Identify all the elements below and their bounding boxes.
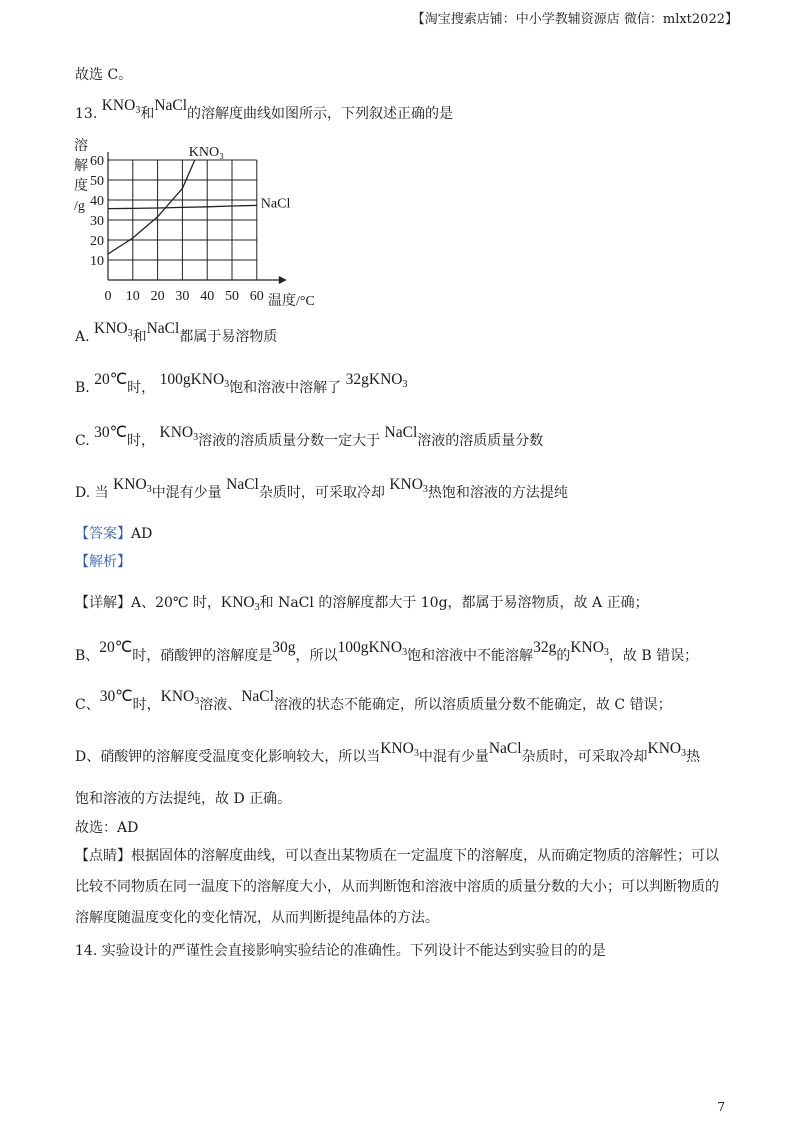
question-number: 13. [75,106,98,122]
series-labels [189,145,291,211]
y-axis-label-part: 度 [74,179,88,194]
y-tick-label: 30 [90,214,104,229]
chart-axes [108,152,287,284]
detail-text: ，所以 [295,648,338,664]
kno3-formula: $KNO_3$ [113,476,152,495]
temperature: 20℃ [99,639,133,656]
kno3-formula: $KNO_3$ [159,424,199,443]
y-tick-label: 40 [90,194,104,209]
nacl-formula: NaCl [154,97,188,114]
comment-line-3: 溶解度随温度变化的变化情况，从而判断提纯晶体的方法。 [75,910,439,926]
option-text: 和 [132,329,147,345]
option-text: 时， [127,433,156,449]
option-text: 杂质时，可采取冷却 [258,485,385,501]
option-a [75,320,278,347]
option-text: 饱和溶液中溶解了 [229,380,342,396]
answer-tag: 【答案】 [75,526,131,542]
detail-text: 时，硝酸钾的溶解度是 [132,648,273,664]
mass-formula: 100gKNO$_3$ [337,639,408,658]
mass-value: 32g [533,639,557,656]
y-tick-label: 50 [90,174,104,189]
option-text: 溶液的溶质质量分数一定大于 [198,433,381,449]
page-number: 7 [717,1100,725,1114]
stem-tail: 的溶解度曲线如图所示，下列叙述正确的是 [187,106,454,122]
nacl-formula: NaCl [384,424,418,441]
detail-line-5: 饱和溶液的方法提纯，故 D 正确。 [75,791,292,807]
option-label: A. [75,329,90,345]
option-text: 热饱和溶液的方法提纯 [427,485,568,501]
x-tick-label: 40 [200,289,215,304]
mass-formula: 100gKNO$_3$ [159,371,230,390]
kno3-formula: $KNO_3$ [380,740,419,759]
y-axis-label-part: 溶 [74,139,88,154]
answer-value: AD [131,526,153,542]
y-tick-label: 20 [90,234,104,249]
detail-text: 溶液、 [199,697,242,713]
detail-text: C、 [75,697,100,713]
option-label: B. [75,380,90,396]
kno3-formula: $KNO_3$ [647,740,687,759]
series-label-kno3: KNO₃ [188,145,225,160]
option-d [75,476,568,503]
answer-line [75,523,152,543]
option-text: 溶液的溶质质量分数 [417,433,544,449]
detail-text: 饱和溶液中不能溶解 [407,648,534,664]
y-axis-label-part: 解 [74,159,88,174]
detail-text: B、 [75,648,100,664]
nacl-formula: NaCl [488,740,522,757]
x-tick-label: 20 [150,289,165,304]
comment-line-2: 比较不同物质在同一温度下的溶解度大小，从而判断饱和溶液中溶质的质量分数的大小；可以判断物质的 [75,879,719,895]
mass-value: 30g [272,639,296,656]
kno3-formula: $KNO_3$ [160,688,200,707]
nacl-formula: NaCl [146,320,180,337]
detail-text: 的 [556,648,571,664]
question-13-stem [75,97,454,124]
kno3-formula: $KNO_3$ [101,97,141,116]
series-label-nacl: NaCl [260,196,291,212]
comment-line-1: 【点睛】根据固体的溶解度曲线，可以查出某物质在一定温度下的溶解度，从而确定物质的溶解性；可以 [75,848,719,864]
option-b [75,371,408,398]
option-label: C. [75,433,90,449]
detail-text: 时， [132,697,161,713]
detail-text: 热 [686,749,701,765]
mass-formula: 32gKNO$_3$ [345,371,408,390]
detail-line-4 [75,740,701,767]
x-tick-label: 0 [104,289,112,304]
option-text: 都属于易溶物质 [179,329,278,345]
y-tick-label: 10 [90,254,104,269]
nacl-formula: NaCl [241,688,274,705]
connector: 和 [140,106,155,122]
detail-text: 中混有少量 [418,749,489,765]
detail-text: 和 NaCl 的溶解度都大于 10g，都属于易溶物质，故 A 正确； [259,595,649,611]
kno3-formula: $KNO_3$ [94,320,133,339]
solubility-chart [60,132,350,312]
kno3-formula: $KNO_3$ [570,639,609,658]
x-tick-label: 60 [249,289,264,304]
x-tick-label: 10 [125,289,140,304]
x-tick-label: 50 [225,289,239,304]
question-14-stem: 14. 实验设计的严谨性会直接影响实验结论的准确性。下列设计不能达到实验目的的是 [75,943,606,959]
x-axis-arrow [279,276,287,284]
x-tick-label: 30 [175,289,190,304]
nacl-formula: NaCl [226,476,259,493]
detail-line-1 [75,592,649,613]
x-axis-label: 温度/°C [268,294,315,309]
detail-line-2 [75,639,699,666]
previous-answer: 故选 C。 [75,67,133,83]
detail-text: 【详解】A、20℃ 时， [75,595,222,611]
option-label: D. 当 [75,485,109,501]
y-axis-label-part: /g [74,199,85,214]
y-tick-label: 60 [90,154,104,169]
temperature: 20℃ [94,371,128,388]
option-text: 时， [127,380,156,396]
kno3-formula: $KNO_3$ [389,476,428,495]
chart-grid [108,160,257,280]
option-text: 中混有少量 [151,485,222,501]
detail-text: 杂质时，可采取冷却 [521,749,648,765]
detail-line-3 [75,688,672,715]
y-axis-label [74,137,88,214]
kno3-formula: $KNO_3$ [221,594,260,613]
detail-text: 溶液的状态不能确定，所以溶质质量分数不能确定，故 C 错误； [273,697,672,713]
page-header: 【淘宝搜索店铺：中小学教辅资源店 微信：mlxt2022】 [411,12,738,27]
detail-text: D、硝酸钾的溶解度受温度变化影响较大，所以当 [75,749,381,765]
option-c [75,424,544,451]
temperature: 30℃ [94,424,128,441]
detail-text: ，故 B 错误； [608,648,699,664]
temperature: 30℃ [99,688,133,705]
tick-labels [90,154,264,304]
conclusion: 故选：AD [75,820,139,836]
analysis-tag: 【解析】 [75,554,131,570]
